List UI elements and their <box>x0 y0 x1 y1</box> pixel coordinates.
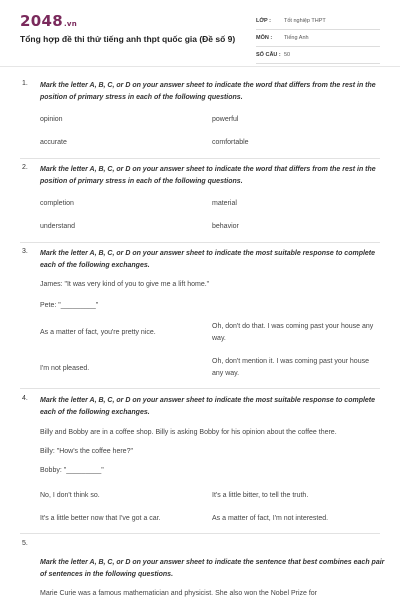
meta-label: SỐ CÂU : <box>256 52 281 58</box>
divider <box>20 242 380 243</box>
question-instruction: Mark the letter A, B, C, or D on your answer sheet to indicate the sentence that best combines each pair of sentences in the following questions. <box>40 559 385 578</box>
option-b[interactable]: material <box>212 200 237 207</box>
option-c[interactable]: It's a little better now that I've got a car. <box>40 515 161 522</box>
divider <box>20 158 380 159</box>
option-c[interactable]: accurate <box>40 139 67 146</box>
logo-suffix: .vn <box>63 20 78 28</box>
divider <box>20 533 380 534</box>
divider <box>20 388 380 389</box>
option-c[interactable]: I'm not pleased. <box>40 365 90 372</box>
context-line: Billy and Bobby are in a coffee shop. Billy is asking Bobby for his opinion about the coffee there. <box>40 429 337 436</box>
dialogue-line: James: "It was very kind of you to give me a lift home." <box>40 281 210 288</box>
question-number: 5. <box>22 540 28 547</box>
dialogue-line: Pete: "_________" <box>40 302 99 309</box>
question-instruction: Mark the letter A, B, C, or D on your answer sheet to indicate the word that differs from the rest in the position of primary stress in each of the following questions. <box>40 166 376 185</box>
option-a[interactable]: completion <box>40 200 74 207</box>
question-number: 4. <box>22 395 28 402</box>
question-instruction: Mark the letter A, B, C, or D on your answer sheet to indicate the most suitable response to complete each of the following exchanges. <box>40 397 376 416</box>
option-d[interactable]: comfortable <box>212 139 249 146</box>
option-a[interactable]: As a matter of fact, you're pretty nice. <box>40 329 156 336</box>
meta-row-subject <box>256 30 380 47</box>
dialogue-line: Billy: "How's the coffee here?" <box>40 448 133 455</box>
header <box>0 0 400 67</box>
option-a[interactable]: opinion <box>40 116 63 123</box>
meta-value: Tốt nghiệp THPT <box>284 18 326 24</box>
question-instruction: Mark the letter A, B, C, or D on your answer sheet to indicate the most suitable response to complete each of the following exchanges. <box>40 250 376 269</box>
option-b[interactable]: It's a little bitter, to tell the truth. <box>212 492 309 499</box>
meta-info <box>256 13 380 64</box>
meta-row-count <box>256 47 380 64</box>
meta-value: 50 <box>284 52 291 58</box>
option-b[interactable]: powerful <box>212 116 239 123</box>
meta-row-grade <box>256 13 380 30</box>
question-number: 2. <box>22 164 28 171</box>
meta-value: Tiếng Anh <box>284 35 309 41</box>
logo[interactable]: 2048.vn <box>20 12 78 30</box>
question-instruction: Mark the letter A, B, C, or D on your answer sheet to indicate the word that differs from the rest in the position of primary stress in each of the following questions. <box>40 82 376 101</box>
option-d[interactable]: behavior <box>212 223 239 230</box>
option-d[interactable]: As a matter of fact, I'm not interested. <box>212 515 329 522</box>
question-number: 3. <box>22 248 28 255</box>
meta-label: LỚP : <box>256 18 271 24</box>
question-number: 1. <box>22 80 28 87</box>
meta-label: MÔN : <box>256 35 273 41</box>
sentence-line: Marie Curie was a famous mathematician and physicist. She also won the Nobel Prize for <box>40 590 318 597</box>
option-b[interactable]: Oh, don't do that. I was coming past your house any way. <box>212 323 374 342</box>
option-d[interactable]: Oh, don't mention it. I was coming past your house any way. <box>212 358 369 377</box>
dialogue-line: Bobby: "_________" <box>40 467 104 474</box>
option-a[interactable]: No, I don't think so. <box>40 492 100 499</box>
option-c[interactable]: understand <box>40 223 76 230</box>
page-title: Tổng hợp đề thi thử tiếng anh thpt quốc gia (Đề số 9) <box>20 34 236 44</box>
